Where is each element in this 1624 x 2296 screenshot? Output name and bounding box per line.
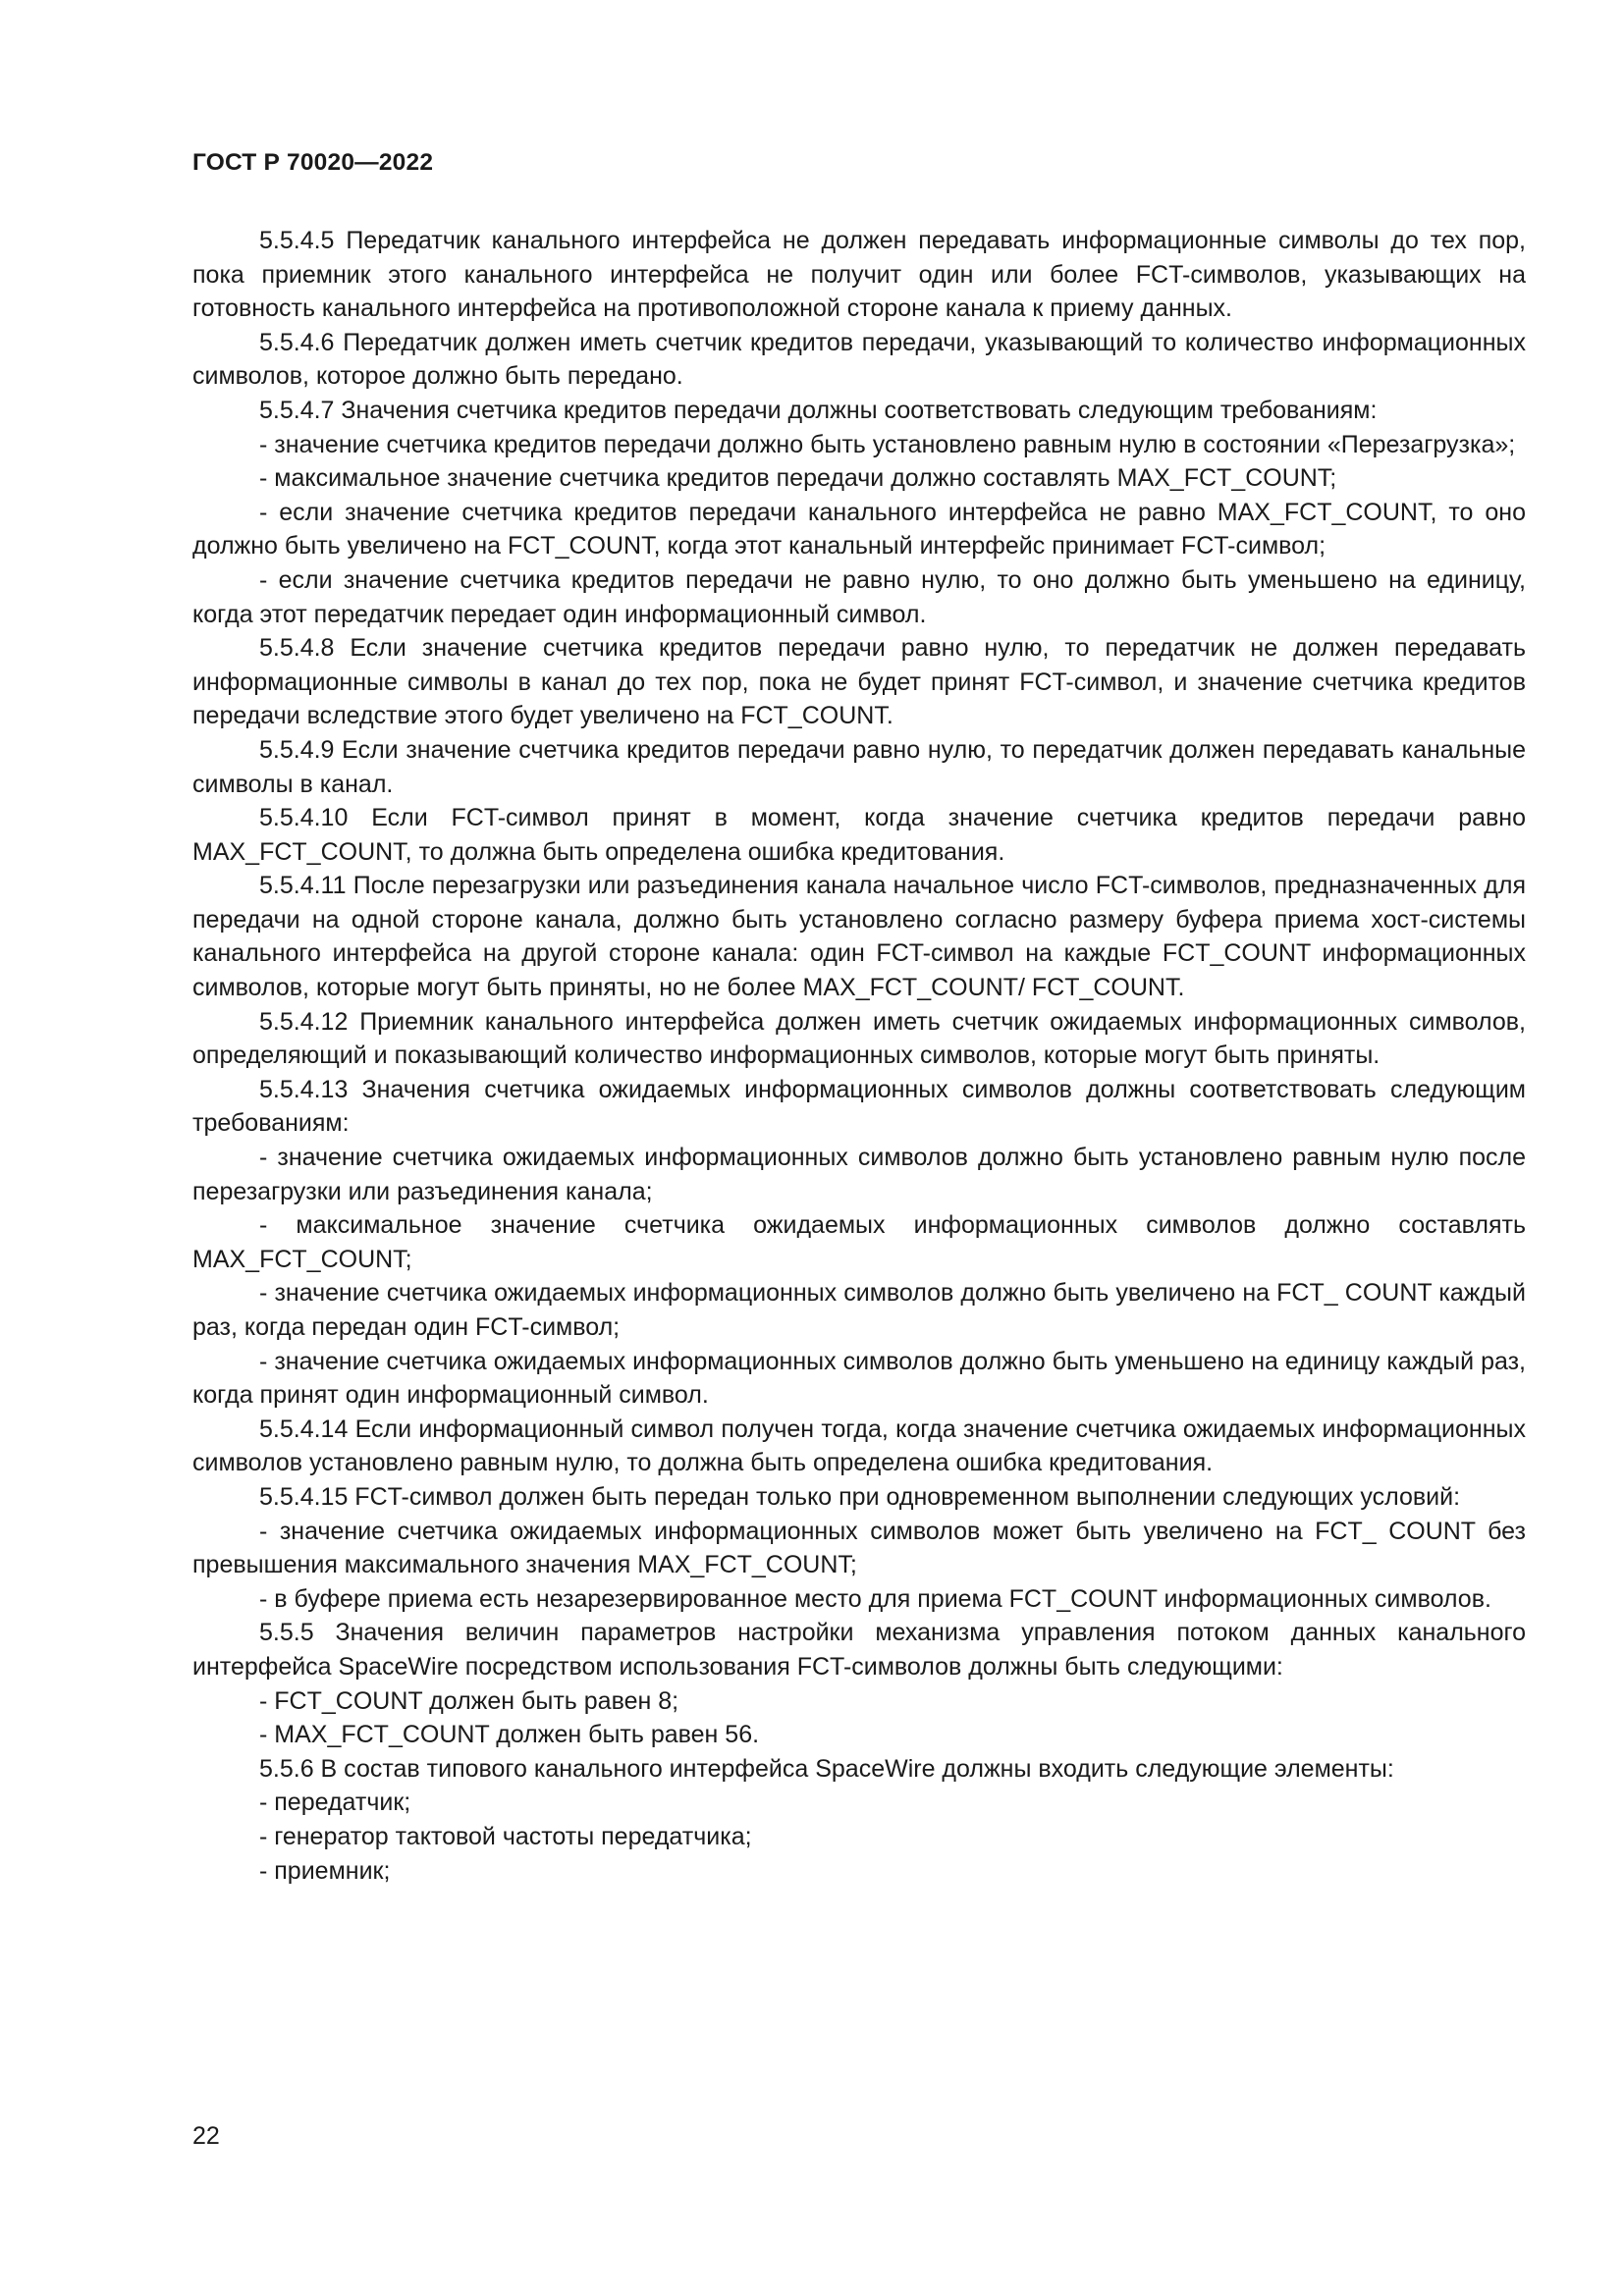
page-number: 22 <box>192 2122 220 2150</box>
paragraph-5-5-4-13: 5.5.4.13 Значения счетчика ожидаемых информационных символов должны соответствовать следующим требованиям: <box>192 1075 1526 1138</box>
paragraph-5-5-4-12: 5.5.4.12 Приемник канального интерфейса должен иметь счетчик ожидаемых информационных символов, определяющий и показывающий количество информационных символов, которые могут быть приняты. <box>192 1007 1526 1070</box>
paragraph-5-5-4-10: 5.5.4.10 Если FCT-символ принят в момент, когда значение счетчика кредитов передачи равно MAX_FCT_COUNT, то должна быть определена ошибка кредитования. <box>192 804 1526 866</box>
list-item: - максимальное значение счетчика кредитов передачи должно составлять MAX_FCT_COUNT; <box>259 464 1337 493</box>
list-item: - значение счетчика кредитов передачи должно быть установлено равным нулю в состоянии «Перезагрузка»; <box>259 430 1516 458</box>
document-body <box>192 224 1526 1888</box>
paragraph-5-5-4-15: 5.5.4.15 FCT-символ должен быть передан только при одновременном выполнении следующих условий: <box>259 1482 1461 1511</box>
paragraph-5-5-4-11: 5.5.4.11 После перезагрузки или разъединения канала начальное число FCT-символов, предназначенных для передачи на одной стороне канала, должно быть установлено согласно размеру буфера приема хост-системы канального интерфейса на другой стороне канала: один FCT-символ на каждые FCT_COUNT информационных символов, которые могут быть приняты, но не более MAX_FCT_COUNT/ FCT_COUNT. <box>192 872 1526 1002</box>
list-item: - значение счетчика ожидаемых информационных символов может быть увеличено на FCT_ COUNT без превышения максимального значения MAX_FCT_COUNT; <box>192 1517 1526 1579</box>
page-header-standard: ГОСТ Р 70020—2022 <box>192 149 434 176</box>
list-item: - если значение счетчика кредитов передачи канального интерфейса не равно MAX_FCT_COUNT, то оно должно быть увеличено на FCT_COUNT, когда этот канальный интерфейс принимает FCT-символ; <box>192 498 1526 561</box>
list-item: - значение счетчика ожидаемых информационных символов должно быть установлено равным нулю после перезагрузки или разъединения канала; <box>192 1144 1526 1205</box>
paragraph-5-5-6: 5.5.6 В состав типового канального интерфейса SpaceWire должны входить следующие элементы: <box>259 1754 1394 1783</box>
list-item: - в буфере приема есть незарезервированное место для приема FCT_COUNT информационных символов. <box>259 1584 1491 1613</box>
list-item: - генератор тактовой частоты передатчика; <box>259 1822 752 1850</box>
list-item: - значение счетчика ожидаемых информационных символов должно быть уменьшено на единицу каждый раз, когда принят один информационный символ. <box>192 1347 1526 1410</box>
list-item: - передатчик; <box>259 1789 411 1817</box>
paragraph-5-5-4-5: 5.5.4.5 Передатчик канального интерфейса не должен передавать информационные символы до тех пор, пока приемник этого канального интерфейса не получит один или более FCT-символов, указывающих на готовность канального интерфейса на противоположной стороне канала к приему данных. <box>192 227 1526 323</box>
paragraph-5-5-5: 5.5.5 Значения величин параметров настройки механизма управления потоком данных канального интерфейса SpaceWire посредством использования FCT-символов должны быть следующими: <box>192 1619 1526 1681</box>
list-item: - приемник; <box>259 1856 391 1885</box>
paragraph-5-5-4-6: 5.5.4.6 Передатчик должен иметь счетчик кредитов передачи, указывающий то количество информационных символов, которое должно быть передано. <box>192 328 1526 391</box>
paragraph-5-5-4-8: 5.5.4.8 Если значение счетчика кредитов передачи равно нулю, то передатчик не должен передавать информационные символы в канал до тех пор, пока не будет принят FCT-символ, и значение счетчика кредитов передачи вследствие этого будет увеличено на FCT_COUNT. <box>192 634 1526 730</box>
list-item: - максимальное значение счетчика ожидаемых информационных символов должно составлять MAX_FCT_COUNT; <box>192 1211 1526 1273</box>
list-item: - если значение счетчика кредитов передачи не равно нулю, то оно должно быть уменьшено на единицу, когда этот передатчик передает один информационный символ. <box>192 565 1526 628</box>
list-item: - FCT_COUNT должен быть равен 8; <box>259 1686 679 1715</box>
paragraph-5-5-4-14: 5.5.4.14 Если информационный символ получен тогда, когда значение счетчика ожидаемых информационных символов установлено равным нулю, то должна быть определена ошибка кредитования. <box>192 1415 1526 1477</box>
paragraph-5-5-4-7: 5.5.4.7 Значения счетчика кредитов передачи должны соответствовать следующим требованиям: <box>259 396 1378 424</box>
list-item: - MAX_FCT_COUNT должен быть равен 56. <box>259 1721 760 1749</box>
paragraph-5-5-4-9: 5.5.4.9 Если значение счетчика кредитов передачи равно нулю, то передатчик должен передавать канальные символы в канал. <box>192 735 1526 798</box>
list-item: - значение счетчика ожидаемых информационных символов должно быть увеличено на FCT_ COUNT каждый раз, когда передан один FCT-символ; <box>192 1279 1526 1341</box>
